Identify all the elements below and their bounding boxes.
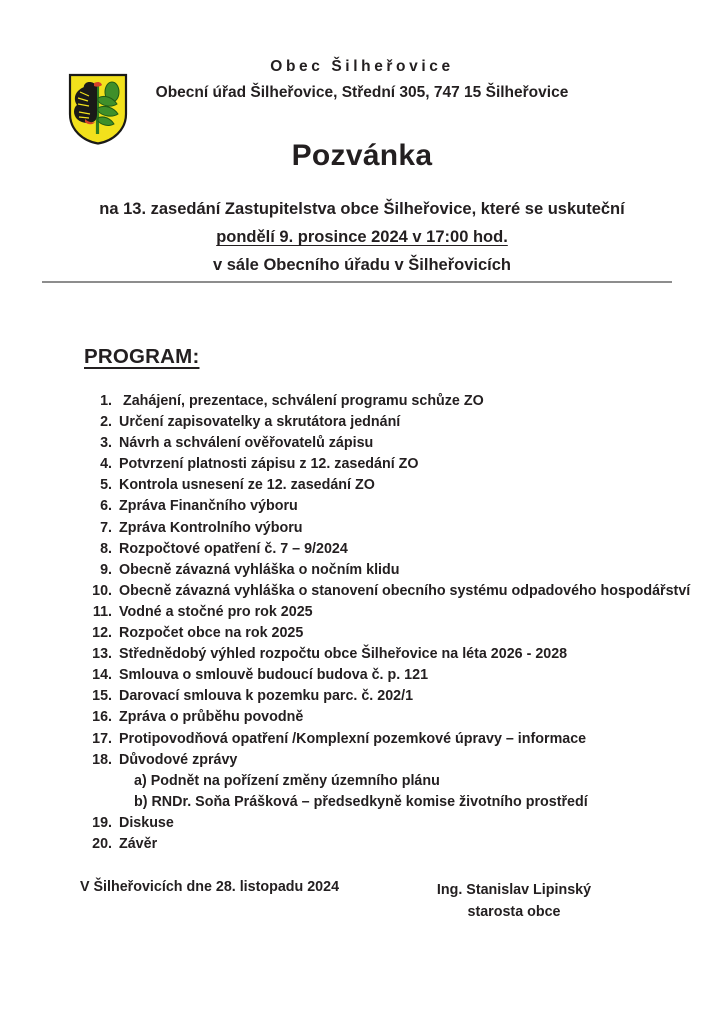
organization-name: Obec Šilheřovice — [270, 58, 454, 75]
invitation-line-3: v sále Obecního úřadu v Šilheřovicích — [212, 256, 511, 274]
program-item — [84, 581, 691, 602]
program-item-number: 3. — [100, 435, 112, 452]
program-item-number: 15. — [92, 688, 112, 705]
program-item-text: Závěr — [119, 835, 158, 852]
program-item-number: 7. — [100, 519, 112, 536]
program-item-number: 10. — [92, 582, 112, 599]
program-item — [84, 391, 654, 412]
program-item-number: 2. — [100, 414, 112, 431]
program-item-text: Darovací smlouva k pozemku parc. č. 202/1 — [119, 688, 414, 705]
program-item-text: Rozpočtové opatření č. 7 – 9/2024 — [119, 540, 348, 557]
program-item-number: 11. — [92, 603, 112, 620]
program-item-number: 12. — [92, 625, 112, 642]
invitation-line-1: na 13. zasedání Zastupitelstva obce Šilheřovice, které se uskuteční — [99, 200, 625, 218]
footer-signature — [404, 879, 624, 923]
program-heading: PROGRAM: — [84, 345, 200, 368]
program-item-text: Důvodové zprávy — [119, 751, 238, 768]
program-item — [84, 560, 654, 581]
program-item — [84, 412, 654, 433]
program-item-text: Rozpočet obce na rok 2025 — [119, 625, 304, 642]
program-item — [84, 665, 654, 686]
program-item-number: 20. — [92, 835, 112, 852]
program-item-text: Určení zapisovatelky a skrutátora jednání — [119, 414, 401, 431]
program-list — [84, 391, 691, 855]
program-item — [84, 433, 654, 454]
program-item — [84, 813, 654, 834]
program-item-number: 18. — [92, 751, 112, 768]
program-item-text: Obecně závazná vyhláška o stanovení obecního systému odpadového hospodářství — [119, 582, 691, 599]
program-item-text: Zahájení, prezentace, schválení programu schůze ZO — [123, 393, 484, 409]
program-subitem-text: RNDr. Soňa Prášková – předsedkyně komise životního prostředí — [151, 793, 588, 810]
program-item — [84, 707, 654, 728]
program-item-number: 4. — [100, 456, 112, 473]
program-item-number: 19. — [92, 814, 112, 831]
invitation-line-2 — [0, 228, 724, 247]
program-item-text: Kontrola usnesení ze 12. zasedání ZO — [119, 477, 375, 494]
program-item-number: 1. — [100, 393, 112, 409]
program-item-number: 17. — [92, 730, 112, 747]
program-item-number: 16. — [92, 709, 112, 726]
signatory-name: Ing. Stanislav Lipinský — [436, 882, 592, 898]
program-subitem-label: b) — [134, 793, 148, 810]
program-item — [84, 454, 654, 475]
program-item — [84, 686, 654, 707]
program-item-text: Zpráva Finančního výboru — [119, 498, 298, 515]
program-item — [84, 644, 654, 665]
program-item-number: 13. — [92, 646, 112, 663]
signatory-role: starosta obce — [467, 904, 561, 920]
program-item-number: 9. — [100, 561, 112, 578]
footer-place-and-date: V Šilheřovicích dne 28. listopadu 2024 — [80, 879, 340, 895]
program-item-text: Zpráva o průběhu povodně — [119, 709, 304, 726]
program-item-number: 14. — [92, 667, 112, 684]
program-item — [84, 729, 654, 750]
program-item-text: Diskuse — [119, 814, 174, 831]
program-subitem — [84, 792, 654, 813]
program-item-text: Zpráva Kontrolního výboru — [119, 519, 303, 536]
program-item — [84, 539, 654, 560]
program-item-number: 5. — [100, 477, 112, 494]
organization-address: Obecní úřad Šilheřovice, Střední 305, 747 15 Šilheřovice — [155, 84, 569, 101]
program-item-text: Obecně závazná vyhláška o nočním klidu — [119, 561, 400, 578]
program-item — [84, 602, 654, 623]
program-item-number: 8. — [100, 540, 112, 557]
program-item-text: Návrh a schválení ověřovatelů zápisu — [119, 435, 374, 452]
program-item-text: Smlouva o smlouvě budoucí budova č. p. 121 — [119, 667, 429, 684]
program-subitem-label: a) — [134, 772, 147, 789]
invitation-date-time: pondělí 9. prosince 2024 v 17:00 hod. — [216, 228, 508, 246]
program-item — [84, 496, 654, 517]
program-item-text: Vodné a stočné pro rok 2025 — [119, 603, 313, 620]
program-subitem-text: Podnět na pořízení změny územního plánu — [150, 772, 440, 789]
program-item-text: Střednědobý výhled rozpočtu obce Šilheřovice na léta 2026 - 2028 — [119, 646, 568, 663]
program-item — [84, 834, 654, 855]
program-item-text: Protipovodňová opatření /Komplexní pozemkové úpravy – informace — [119, 730, 587, 747]
program-item — [84, 623, 654, 644]
header-divider — [42, 281, 672, 283]
program-item-number: 6. — [100, 498, 112, 515]
page-title: Pozvánka — [291, 139, 433, 172]
program-item — [84, 750, 654, 771]
program-item — [84, 475, 654, 496]
program-item — [84, 518, 654, 539]
program-item-text: Potvrzení platnosti zápisu z 12. zasedání ZO — [119, 456, 419, 473]
program-subitem — [84, 771, 654, 792]
